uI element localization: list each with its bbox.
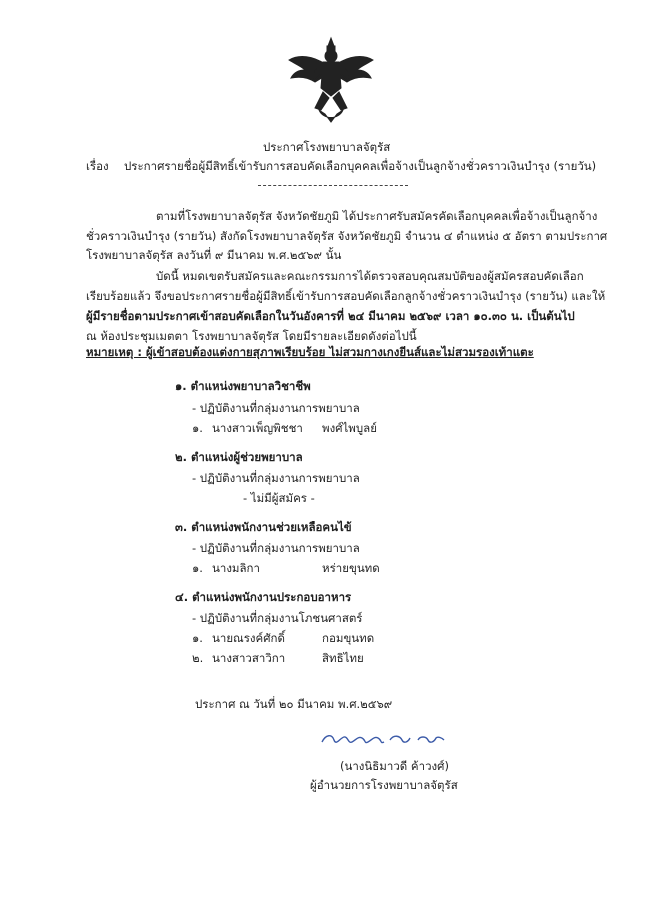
body-line-3: ผู้มีรายชื่อตามประกาศเข้าสอบคัดเลือกในวันอังคารที่ ๒๔ มีนาคม ๒๕๖๙ เวลา ๑๐.๓๐ น. เป็นต้นไป [86, 309, 575, 323]
remark-note: หมายเหตุ : ผู้เข้าสอบต้องแต่งกายสุภาพเรียบร้อย ไม่สวมกางเกงยีนส์และไม่สวมรองเท้าแตะ [86, 345, 534, 359]
candidate-name: นายณรงค์ศักดิ์ [212, 631, 285, 645]
position-unit: - ปฏิบัติงานที่กลุ่มงานโภชนศาสตร์ [192, 611, 363, 625]
candidate-surname: กอมขุนทด [322, 631, 375, 645]
position-title: ๓. ตำแหน่งพนักงานช่วยเหลือคนไข้ [175, 520, 352, 534]
signer-title: ผู้อำนวยการโรงพยาบาลจัตุรัส [310, 778, 458, 792]
intro-line-2: ชั่วคราวเงินบำรุง (รายวัน) สังกัดโรงพยาบาลจัตุรัส จังหวัดชัยภูมิ จำนวน ๔ ตำแหน่ง ๕ อัตรา ตามประกาศ [86, 229, 608, 243]
candidate-number: ๑. [192, 561, 203, 575]
subject-label: เรื่อง [86, 159, 109, 173]
candidate-name: นางสาวสาวิกา [212, 651, 286, 665]
signature [318, 728, 448, 750]
body-line-1: บัดนี้ หมดเขตรับสมัครและคณะกรรมการได้ตรวจสอบคุณสมบัติของผู้สมัครสอบคัดเลือก [156, 269, 584, 283]
subject-text: ประกาศรายชื่อผู้มีสิทธิ์เข้ารับการสอบคัดเลือกบุคคลเพื่อจ้างเป็นลูกจ้างชั่วคราวเงินบำรุง (รายวัน) [124, 159, 597, 173]
position-unit: - ปฏิบัติงานที่กลุ่มงานการพยาบาล [192, 471, 360, 485]
candidate-name: นางสาวเพ็ญพิชชา [212, 421, 303, 435]
position-unit: - ปฏิบัติงานที่กลุ่มงานการพยาบาล [192, 541, 360, 555]
candidate-name: นางมลิกา [212, 561, 260, 575]
intro-line-1: ตามที่โรงพยาบาลจัตุรัส จังหวัดชัยภูมิ ได้ประกาศรับสมัครคัดเลือกบุคคลเพื่อจ้างเป็นลูกจ้าง [156, 209, 598, 223]
announcement-title: ประกาศโรงพยาบาลจัตุรัส [263, 140, 391, 154]
announce-date: ประกาศ ณ วันที่ ๒๐ มีนาคม พ.ศ.๒๕๖๙ [195, 697, 393, 711]
position-title: ๒. ตำแหน่งผู้ช่วยพยาบาล [175, 450, 303, 464]
no-applicant-text: - ไม่มีผู้สมัคร - [243, 491, 315, 505]
position-unit: - ปฏิบัติงานที่กลุ่มงานการพยาบาล [192, 401, 360, 415]
candidate-number: ๑. [192, 631, 203, 645]
intro-line-3: โรงพยาบาลจัตุรัส ลงวันที่ ๙ มีนาคม พ.ศ.๒๕๖๙ นั้น [86, 248, 342, 262]
candidate-surname: สิทธิไทย [322, 651, 364, 665]
body-line-2: เรียบร้อยแล้ว จึงขอประกาศรายชื่อผู้มีสิทธิ์เข้ารับการสอบคัดเลือกลูกจ้างชั่วคราวเงินบำรุง (รายวัน) และให้ [86, 289, 606, 303]
position-title: ๑. ตำแหน่งพยาบาลวิชาชีพ [175, 379, 311, 393]
header-divider [258, 185, 408, 186]
garuda-emblem [285, 36, 377, 126]
candidate-number: ๒. [192, 651, 204, 665]
candidate-surname: หร่ายขุนทด [322, 561, 380, 575]
candidate-number: ๑. [192, 421, 203, 435]
body-line-4: ณ ห้องประชุมเมตตา โรงพยาบาลจัตุรัส โดยมีรายละเอียดดังต่อไปนี้ [86, 329, 417, 343]
position-title: ๔. ตำแหน่งพนักงานประกอบอาหาร [175, 590, 352, 604]
signer-name: (นางนิธิมาวดี ค้าวงศ์) [340, 759, 449, 773]
candidate-surname: พงศ์ไพบูลย์ [322, 421, 377, 435]
